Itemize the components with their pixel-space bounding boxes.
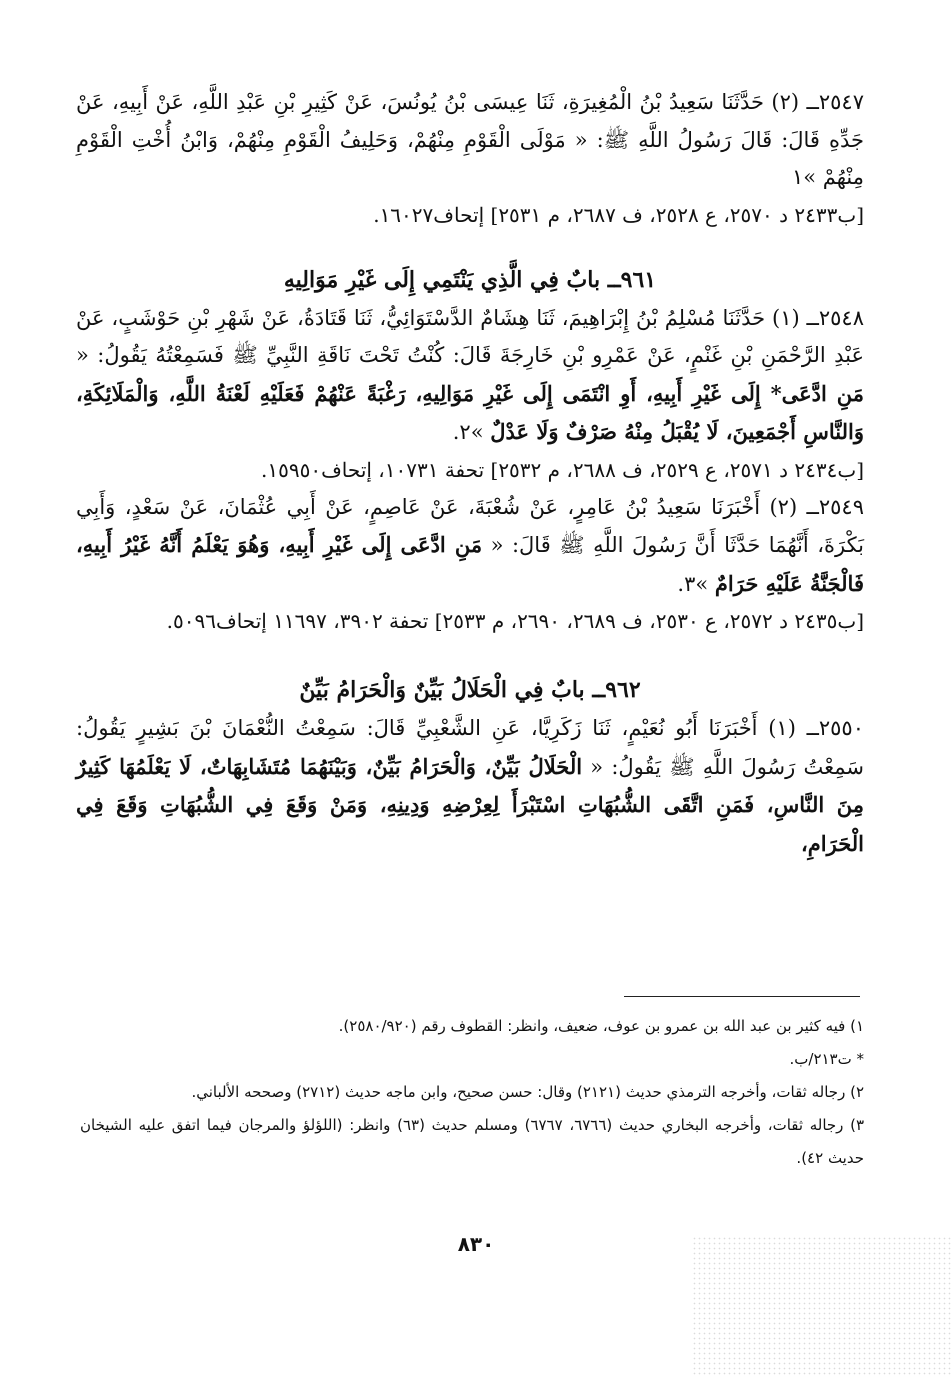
page-number: ٨٣٠ [457, 1232, 495, 1256]
hadith-2549-isnad: ٢٥٤٩ــ (٢) أَخْبَرَنَا سَعِيدُ بْنُ عَامِرٍ، عَنْ شُعْبَةَ، عَنْ عَاصِمٍ، عَنْ أَبِي عُثْمَانَ، عَنْ سَعْدٍ، وَأَبِي بَكْرَةَ، أَنَّهُمَا حَدَّثَا أَنَّ رَسُولَ اللَّهِ ﷺ قَالَ: « [76, 494, 865, 557]
hadith-2550 [76, 710, 864, 863]
footnote-marginal: * ت٢١٣/ب. [789, 1050, 864, 1068]
hadith-2547-text: ٢٥٤٧ــ (٢) حَدَّثَنَا سَعِيدُ بْنُ الْمُغِيرَةِ، ثَنَا عِيسَى بْنُ يُونُسَ، عَنْ كَثِيرِ بْنِ عَبْدِ اللَّهِ، عَنْ أَبِيهِ، عَنْ جَدِّهِ قَالَ: قَالَ رَسُولُ اللَّهِ ﷺ: « مَوْلَى الْقَوْمِ مِنْهُمْ، وَحَلِيفُ الْقَوْمِ مِنْهُمْ، وَابْنُ أُخْتِ الْقَوْمِ مِنْهُمْ »١ [76, 90, 864, 189]
page-body [76, 84, 864, 863]
hadith-2547-references: [ب٢٤٣٣ د ٢٥٧٠، ع ٢٥٢٨، ف ٢٦٨٧، م ٢٥٣١] إتحاف١٦٠٢٧. [373, 202, 864, 227]
hadith-2549 [76, 489, 864, 604]
footnotes [80, 1010, 864, 1175]
hadith-2550-matn: الْحَلَالُ بَيِّنٌ، وَالْحَرَامُ بَيِّنٌ، وَبَيْنَهُمَا مُتَشَابِهَاتٌ، لَا يَعْلَمُهَا كَثِيرٌ مِنَ النَّاسِ، فَمَنِ اتَّقَى الشُّبُهَاتِ اسْتَبْرَأَ لِعِرْضِهِ وَدِينِهِ، وَمَنْ وَقَعَ فِي الشُّبُهَاتِ وَقَعَ فِي الْحَرَامِ، [76, 753, 864, 856]
hadith-2548 [76, 300, 864, 452]
footnote-1: ١) فيه كثير بن عبد الله بن عمرو بن عوف، ضعيف، وانظر: القطوف رقم (٢٥٨٠/٩٢٠). [338, 1017, 864, 1035]
footnote-divider [624, 996, 860, 997]
chapter-961-heading: ٩٦١ــ بابٌ فِي الَّذِي يَنْتَمِي إِلَى غَيْرِ مَوَالِيهِ [283, 266, 657, 293]
hadith-2548-matn: مَنِ ادَّعَى* إِلَى غَيْرِ أَبِيهِ، أَوِ انْتَمَى إِلَى غَيْرِ مَوَالِيهِ، رَغْبَةً عَنْهُمْ فَعَلَيْهِ لَعْنَةُ اللَّهِ، وَالْمَلَائِكَةِ، وَالنَّاسِ أَجْمَعِينَ، لَا يُقْبَلُ مِنْهُ صَرْفٌ وَلَا عَدْلٌ [76, 380, 864, 444]
hadith-2549-close: »٣. [677, 571, 709, 596]
hadith-2548-isnad: ٢٥٤٨ــ (١) حَدَّثَنَا مُسْلِمُ بْنُ إِبْرَاهِيمَ، ثَنَا هِشَامٌ الدَّسْتَوَائِيُّ، ثَنَا قَتَادَةُ، عَنْ شَهْرِ بْنِ حَوْشَبٍ، عَنْ عَبْدِ الرَّحْمَنِ بْنِ غَنْمٍ، عَنْ عَمْرِو بْنِ خَارِجَةَ قَالَ: كُنْتُ تَحْتَ نَاقَةِ النَّبِيِّ ﷺ فَسَمِعْتُهُ يَقُولُ: « [76, 305, 864, 367]
hadith-2549-references: [ب٢٤٣٥ د ٢٥٧٢، ع ٢٥٣٠، ف ٢٦٨٩، ٢٦٩٠، م ٢٥٣٣] تحفة ٣٩٠٢، ١١٦٩٧ إتحاف٥٠٩٦. [166, 609, 864, 633]
hadith-2549-matn: مَنِ ادَّعَى إِلَى غَيْرِ أَبِيهِ، وَهُوَ يَعْلَمُ أَنَّهُ غَيْرُ أَبِيهِ، فَالْجَنَّةُ عَلَيْهِ حَرَامٌ [76, 532, 864, 596]
footnote-2: ٢) رجاله ثقات، وأخرجه الترمذي حديث (٢١٢١) وقال: حسن صحيح، وابن ماجه حديث (٢٧١٢) وصححه الألباني. [191, 1083, 864, 1101]
scan-speckle [692, 1236, 952, 1376]
footnote-3: ٣) رجاله ثقات، وأخرجه البخاري حديث (٦٧٦٦، ٦٧٦٧) ومسلم حديث (٦٣) وانظر: (اللؤلؤ والمرجان فيما اتفق عليه الشيخان حديث ٤٢). [80, 1116, 865, 1167]
hadith-2548-references: [ب٢٤٣٤ د ٢٥٧١، ع ٢٥٢٩، ف ٢٦٨٨، م ٢٥٣٢] تحفة ١٠٧٣١، إتحاف١٥٩٥٠. [261, 457, 864, 482]
hadith-2548-close: »٢. [452, 420, 484, 444]
hadith-2547 [76, 84, 864, 197]
chapter-962-heading: ٩٦٢ــ بابٌ فِي الْحَلَالُ بَيِّنٌ وَالْحَرَامُ بَيِّنٌ [299, 677, 641, 703]
hadith-2550-isnad: ٢٥٥٠ــ (١) أَخْبَرَنَا أَبُو نُعَيْمٍ، ثَنَا زَكَرِيَّا، عَنِ الشَّعْبِيِّ قَالَ: سَمِعْتُ النُّعْمَانَ بْنَ بَشِيرٍ يَقُولُ: سَمِعْتُ رَسُولَ اللَّهِ ﷺ يَقُولُ: « [76, 716, 864, 779]
